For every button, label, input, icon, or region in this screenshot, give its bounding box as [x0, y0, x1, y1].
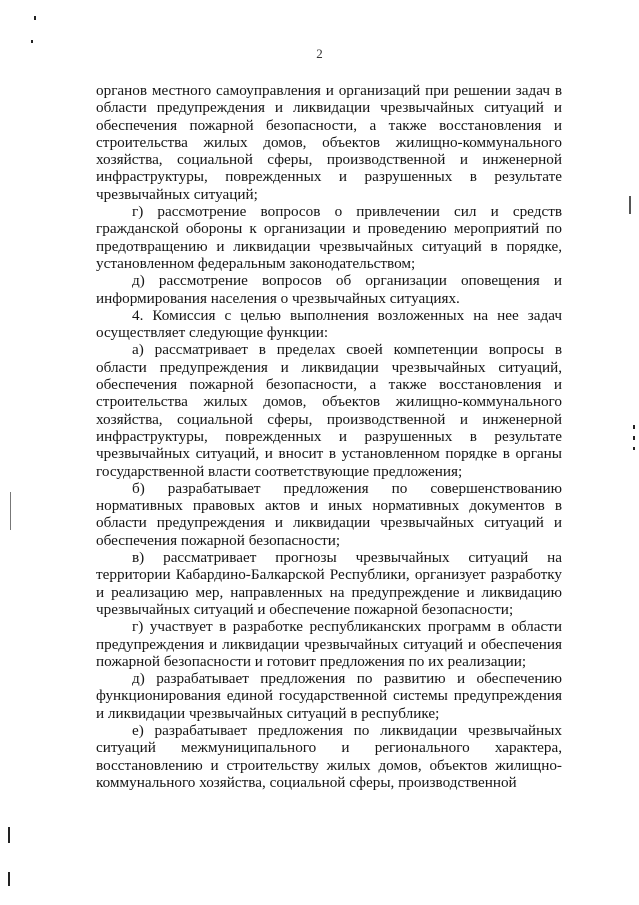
scan-edge-mark	[10, 492, 11, 530]
paragraph-function-g: г) участвует в разработке республиканских программ в области предупреждения и ликвидации чрезвычайных ситуаций и обеспечения пожарной безопасности и готовит предложения по их реализации;	[96, 618, 562, 670]
paragraph-function-b: б) разрабатывает предложения по совершенствованию нормативных правовых актов и иных нормативных документов в области предупреждения и ликвидации чрезвычайных ситуаций и обеспечения пожарной безопасности;	[96, 479, 562, 549]
document-body	[96, 82, 562, 791]
scan-speck	[31, 40, 33, 43]
scan-speck	[633, 447, 635, 450]
paragraph-function-d: д) разрабатывает предложения по развитию и обеспечению функционирования единой государственной системы предупреждения и ликвидации чрезвычайных ситуаций в республике;	[96, 670, 562, 722]
scan-speck	[34, 16, 36, 20]
scan-edge-mark	[8, 872, 10, 886]
scan-speck	[633, 436, 635, 440]
scan-edge-mark	[629, 196, 631, 214]
paragraph-item-g: г) рассмотрение вопросов о привлечении сил и средств гражданской обороны к организации и проведению мероприятий по предотвращению и ликвидации чрезвычайных ситуаций в порядке, установленном федеральным законодательством;	[96, 203, 562, 272]
paragraph-item-d: д) рассмотрение вопросов об организации оповещения и информирования населения о чрезвычайных ситуациях.	[96, 272, 562, 307]
paragraph-function-v: в) рассматривает прогнозы чрезвычайных ситуаций на территории Кабардино-Балкарской Республики, организует разработку и реализацию мер, направленных на предупреждение и ликвидацию чрезвычайных ситуаций и обеспечение пожарной безопасности;	[96, 549, 562, 618]
paragraph-function-e: е) разрабатывает предложения по ликвидации чрезвычайных ситуаций межмуниципального и регионального характера, восстановлению и строительству жилых домов, объектов жилищно-коммунального хозяйства, социальной сферы, производственной	[96, 721, 562, 791]
paragraph-function-a: а) рассматривает в пределах своей компетенции вопросы в области предупреждения и ликвидации чрезвычайных ситуаций, обеспечения пожарной безопасности, а также восстановления и строительства жилых домов, объектов жилищно-коммунального хозяйства, социальной сферы, производственной и инженерной инфраструктуры, поврежденных и разрушенных в результате чрезвычайных ситуаций, и вносит в установленном порядке в органы государственной власти соответствующие предложения;	[96, 341, 562, 480]
paragraph-continuation: органов местного самоуправления и организаций при решении задач в области предупреждения и ликвидации чрезвычайных ситуаций и обеспечения пожарной безопасности, а также восстановления и строительства жилых домов, объектов жилищно-коммунального хозяйства, социальной сферы, производственной и инженерной инфраструктуры, поврежденных и разрушенных в результате чрезвычайных ситуаций;	[96, 82, 562, 203]
scan-speck	[633, 425, 635, 429]
paragraph-section-4: 4. Комиссия с целью выполнения возложенных на нее задач осуществляет следующие функции:	[96, 306, 562, 342]
scan-edge-mark	[8, 827, 10, 843]
page-number: 2	[316, 46, 323, 61]
